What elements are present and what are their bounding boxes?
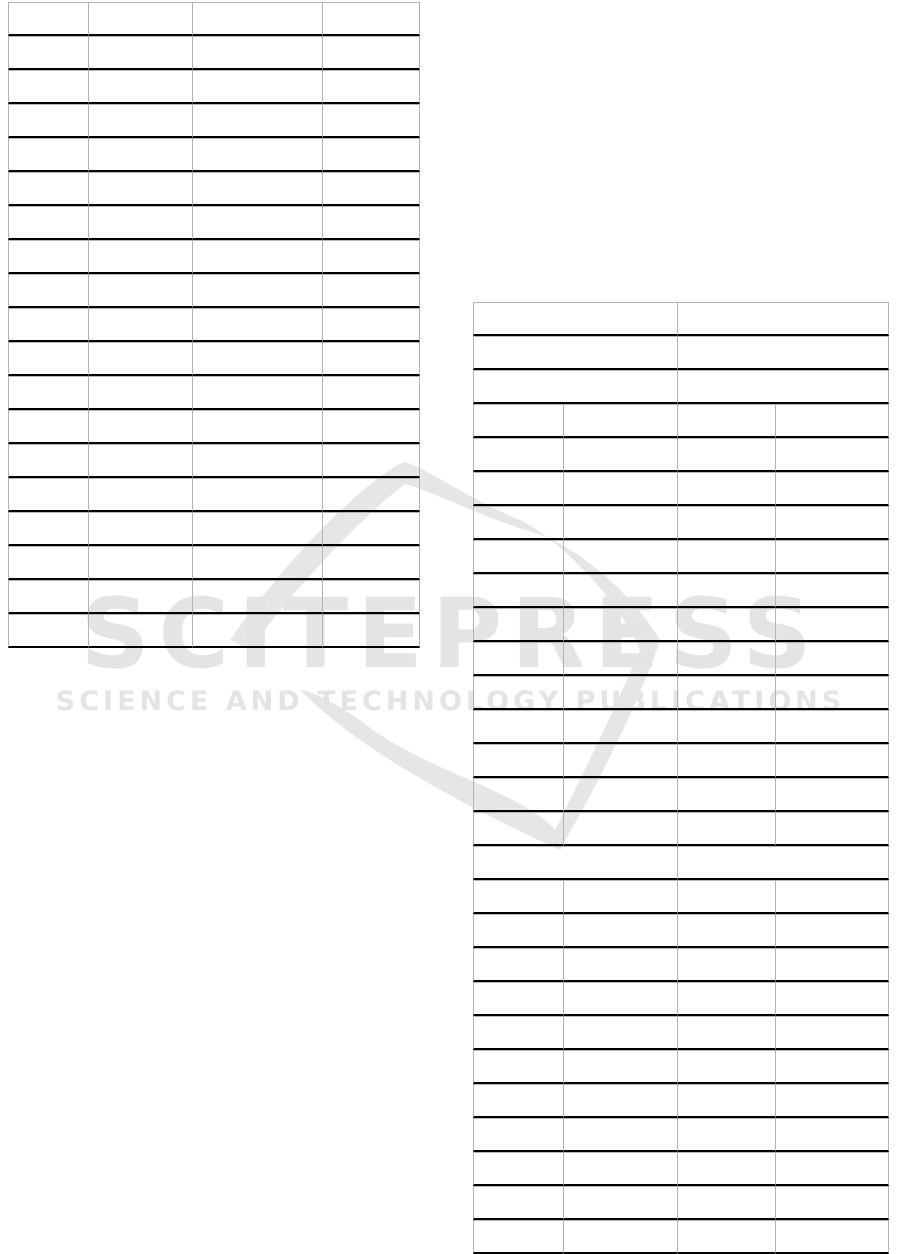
table-row bbox=[473, 438, 889, 472]
table-cell bbox=[8, 444, 88, 478]
table-cell bbox=[775, 778, 889, 812]
table-cell bbox=[322, 274, 420, 308]
table-cell bbox=[775, 540, 889, 574]
table-cell bbox=[775, 948, 889, 982]
table-cell bbox=[473, 1152, 563, 1186]
table-cell bbox=[775, 914, 889, 948]
table-cell bbox=[677, 438, 775, 472]
table-cell bbox=[775, 608, 889, 642]
table-row bbox=[473, 710, 889, 744]
table-cell bbox=[677, 1050, 775, 1084]
table-cell bbox=[88, 2, 192, 36]
table-cell bbox=[563, 1118, 677, 1152]
table-cell bbox=[563, 1220, 677, 1254]
table-cell bbox=[88, 546, 192, 580]
table-cell bbox=[88, 36, 192, 70]
table-cell bbox=[473, 506, 563, 540]
table-cell bbox=[88, 104, 192, 138]
table-row bbox=[8, 2, 420, 36]
table-cell bbox=[473, 472, 563, 506]
table-row bbox=[473, 608, 889, 642]
table-cell bbox=[775, 1118, 889, 1152]
table-cell bbox=[677, 1186, 775, 1220]
table-cell bbox=[677, 1152, 775, 1186]
table-cell bbox=[563, 880, 677, 914]
table-cell bbox=[775, 1220, 889, 1254]
table-cell bbox=[192, 410, 322, 444]
table-cell bbox=[563, 642, 677, 676]
table-cell bbox=[192, 274, 322, 308]
table-cell bbox=[473, 812, 563, 846]
table-row bbox=[473, 1118, 889, 1152]
table-cell bbox=[473, 948, 563, 982]
table-cell bbox=[677, 336, 889, 370]
table-cell bbox=[88, 342, 192, 376]
table-cell bbox=[473, 1050, 563, 1084]
table-cell bbox=[677, 370, 889, 404]
table-cell bbox=[322, 138, 420, 172]
table-cell bbox=[8, 104, 88, 138]
table-row bbox=[473, 1220, 889, 1254]
table-row bbox=[8, 308, 420, 342]
table-row bbox=[473, 642, 889, 676]
table-row bbox=[8, 614, 420, 648]
table-cell bbox=[473, 336, 677, 370]
table-cell bbox=[192, 138, 322, 172]
table-cell bbox=[322, 376, 420, 410]
table-cell bbox=[473, 540, 563, 574]
table-row bbox=[473, 1186, 889, 1220]
table-cell bbox=[775, 710, 889, 744]
table-cell bbox=[563, 438, 677, 472]
table-cell bbox=[563, 1084, 677, 1118]
table-row bbox=[473, 540, 889, 574]
table-cell bbox=[677, 880, 775, 914]
table-cell bbox=[88, 410, 192, 444]
table-cell bbox=[322, 308, 420, 342]
table-cell bbox=[192, 36, 322, 70]
table-cell bbox=[322, 342, 420, 376]
table-cell bbox=[563, 744, 677, 778]
table-cell bbox=[192, 172, 322, 206]
table-cell bbox=[88, 172, 192, 206]
table-cell bbox=[88, 308, 192, 342]
table-cell bbox=[677, 574, 775, 608]
table-row bbox=[473, 778, 889, 812]
table-row bbox=[473, 812, 889, 846]
table-row bbox=[473, 404, 889, 438]
table-cell bbox=[192, 70, 322, 104]
table-cell bbox=[473, 982, 563, 1016]
table-cell bbox=[8, 376, 88, 410]
table-cell bbox=[677, 608, 775, 642]
right-table-body bbox=[473, 302, 889, 1254]
table-row bbox=[8, 172, 420, 206]
table-row bbox=[473, 1084, 889, 1118]
table-cell bbox=[563, 812, 677, 846]
table-cell bbox=[192, 512, 322, 546]
watermark-title: SCITEPRESS bbox=[80, 578, 821, 690]
table-cell bbox=[8, 580, 88, 614]
table-cell bbox=[677, 302, 889, 336]
table-cell bbox=[192, 240, 322, 274]
table-cell bbox=[88, 376, 192, 410]
table-cell bbox=[677, 472, 775, 506]
table-cell bbox=[677, 1016, 775, 1050]
table-row bbox=[473, 1016, 889, 1050]
table-cell bbox=[563, 778, 677, 812]
table-cell bbox=[775, 1186, 889, 1220]
table-cell bbox=[322, 206, 420, 240]
table-cell bbox=[677, 1220, 775, 1254]
table-cell bbox=[563, 574, 677, 608]
table-row bbox=[8, 342, 420, 376]
table-cell bbox=[563, 540, 677, 574]
table-row bbox=[473, 472, 889, 506]
watermark-subtitle: SCIENCE AND TECHNOLOGY PUBLICATIONS bbox=[55, 686, 846, 717]
table-row bbox=[473, 336, 889, 370]
table-row bbox=[8, 36, 420, 70]
table-row bbox=[8, 70, 420, 104]
table-row bbox=[473, 880, 889, 914]
table-cell bbox=[563, 948, 677, 982]
table-cell bbox=[563, 710, 677, 744]
table-cell bbox=[322, 546, 420, 580]
table-cell bbox=[88, 580, 192, 614]
table-cell bbox=[322, 2, 420, 36]
table-cell bbox=[563, 982, 677, 1016]
table-cell bbox=[8, 240, 88, 274]
table-cell bbox=[473, 574, 563, 608]
table-cell bbox=[8, 410, 88, 444]
table-cell bbox=[563, 914, 677, 948]
table-cell bbox=[775, 982, 889, 1016]
table-cell bbox=[563, 1152, 677, 1186]
table-cell bbox=[677, 812, 775, 846]
table-row bbox=[8, 138, 420, 172]
table-cell bbox=[322, 172, 420, 206]
table-cell bbox=[677, 710, 775, 744]
table-cell bbox=[88, 206, 192, 240]
table-cell bbox=[88, 240, 192, 274]
table-row bbox=[473, 574, 889, 608]
table-cell bbox=[473, 710, 563, 744]
table-cell bbox=[322, 36, 420, 70]
table-cell bbox=[473, 302, 677, 336]
table-cell bbox=[8, 206, 88, 240]
table-cell bbox=[8, 2, 88, 36]
table-cell bbox=[8, 546, 88, 580]
table-row bbox=[473, 1050, 889, 1084]
table-cell bbox=[775, 642, 889, 676]
table-row bbox=[8, 206, 420, 240]
table-cell bbox=[8, 512, 88, 546]
table-row bbox=[473, 744, 889, 778]
table-row bbox=[473, 948, 889, 982]
table-cell bbox=[677, 914, 775, 948]
table-cell bbox=[88, 614, 192, 648]
table-cell bbox=[775, 404, 889, 438]
table-row bbox=[473, 914, 889, 948]
table-cell bbox=[473, 1016, 563, 1050]
table-cell bbox=[473, 744, 563, 778]
table-cell bbox=[677, 506, 775, 540]
table-row bbox=[473, 676, 889, 710]
table-row bbox=[8, 580, 420, 614]
table-cell bbox=[192, 444, 322, 478]
table-cell bbox=[88, 138, 192, 172]
table-cell bbox=[563, 1016, 677, 1050]
table-cell bbox=[322, 444, 420, 478]
table-cell bbox=[473, 608, 563, 642]
table-row bbox=[8, 274, 420, 308]
table-cell bbox=[88, 478, 192, 512]
table-cell bbox=[8, 172, 88, 206]
table-row bbox=[473, 982, 889, 1016]
table-cell bbox=[322, 614, 420, 648]
table-row bbox=[473, 302, 889, 336]
table-row bbox=[473, 846, 889, 880]
table-cell bbox=[8, 342, 88, 376]
left-table-body bbox=[8, 2, 420, 648]
table-row bbox=[473, 1152, 889, 1186]
table-cell bbox=[8, 70, 88, 104]
table-cell bbox=[8, 614, 88, 648]
table-cell bbox=[563, 676, 677, 710]
table-cell bbox=[775, 438, 889, 472]
table-cell bbox=[677, 846, 889, 880]
table-cell bbox=[473, 370, 677, 404]
table-cell bbox=[473, 676, 563, 710]
table-cell bbox=[473, 880, 563, 914]
table-cell bbox=[192, 206, 322, 240]
table-cell bbox=[88, 70, 192, 104]
table-cell bbox=[473, 438, 563, 472]
table-cell bbox=[322, 580, 420, 614]
table-row bbox=[8, 512, 420, 546]
table-cell bbox=[8, 138, 88, 172]
table-cell bbox=[473, 1220, 563, 1254]
table-cell bbox=[8, 478, 88, 512]
table-cell bbox=[775, 1016, 889, 1050]
table-cell bbox=[322, 410, 420, 444]
table-cell bbox=[192, 104, 322, 138]
table-cell bbox=[563, 506, 677, 540]
table-cell bbox=[322, 512, 420, 546]
table-cell bbox=[473, 404, 563, 438]
table-cell bbox=[775, 472, 889, 506]
table-cell bbox=[192, 478, 322, 512]
table-cell bbox=[192, 2, 322, 36]
table-cell bbox=[192, 546, 322, 580]
table-cell bbox=[677, 540, 775, 574]
table-cell bbox=[322, 478, 420, 512]
table-row bbox=[8, 546, 420, 580]
table-cell bbox=[192, 342, 322, 376]
table-cell bbox=[563, 472, 677, 506]
right-data-table bbox=[473, 302, 889, 1254]
table-row bbox=[8, 410, 420, 444]
table-cell bbox=[322, 70, 420, 104]
table-cell bbox=[775, 1050, 889, 1084]
table-cell bbox=[775, 506, 889, 540]
table-row bbox=[8, 478, 420, 512]
table-cell bbox=[473, 1186, 563, 1220]
table-cell bbox=[473, 846, 677, 880]
table-cell bbox=[775, 1084, 889, 1118]
table-cell bbox=[88, 274, 192, 308]
table-cell bbox=[677, 744, 775, 778]
table-cell bbox=[192, 614, 322, 648]
table-cell bbox=[563, 1050, 677, 1084]
table-cell bbox=[677, 982, 775, 1016]
table-cell bbox=[677, 642, 775, 676]
table-cell bbox=[677, 948, 775, 982]
table-cell bbox=[473, 1118, 563, 1152]
table-cell bbox=[192, 376, 322, 410]
table-cell bbox=[563, 608, 677, 642]
table-cell bbox=[192, 308, 322, 342]
table-cell bbox=[192, 580, 322, 614]
table-cell bbox=[677, 1118, 775, 1152]
table-cell bbox=[8, 308, 88, 342]
table-cell bbox=[677, 404, 775, 438]
table-cell bbox=[775, 676, 889, 710]
table-cell bbox=[563, 1186, 677, 1220]
table-cell bbox=[473, 914, 563, 948]
table-cell bbox=[677, 778, 775, 812]
table-cell bbox=[473, 1084, 563, 1118]
table-cell bbox=[677, 1084, 775, 1118]
table-cell bbox=[88, 444, 192, 478]
table-cell bbox=[775, 744, 889, 778]
table-cell bbox=[775, 880, 889, 914]
table-cell bbox=[677, 676, 775, 710]
table-cell bbox=[88, 512, 192, 546]
table-row bbox=[473, 506, 889, 540]
table-row bbox=[8, 376, 420, 410]
table-cell bbox=[473, 642, 563, 676]
table-cell bbox=[322, 240, 420, 274]
left-data-table bbox=[8, 2, 420, 648]
table-cell bbox=[775, 574, 889, 608]
table-cell bbox=[775, 812, 889, 846]
table-cell bbox=[8, 274, 88, 308]
table-cell bbox=[775, 1152, 889, 1186]
table-row bbox=[8, 444, 420, 478]
table-cell bbox=[8, 36, 88, 70]
table-row bbox=[8, 240, 420, 274]
table-cell bbox=[473, 778, 563, 812]
table-cell bbox=[563, 404, 677, 438]
table-row bbox=[473, 370, 889, 404]
table-row bbox=[8, 104, 420, 138]
table-cell bbox=[322, 104, 420, 138]
